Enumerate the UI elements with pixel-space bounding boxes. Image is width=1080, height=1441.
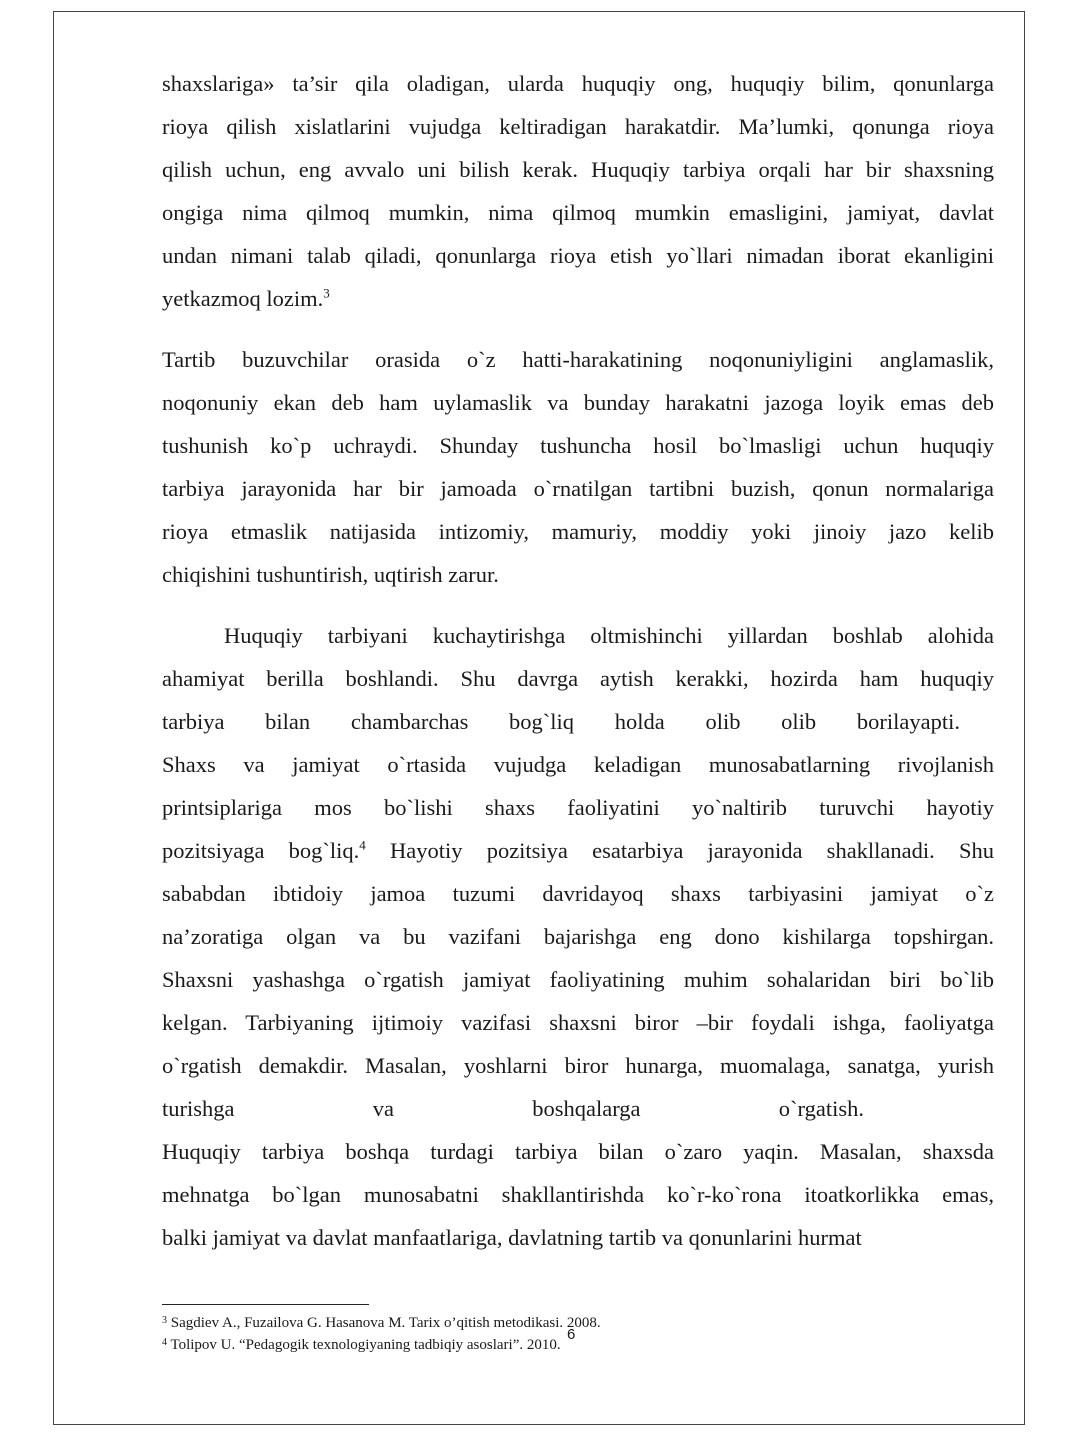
paragraph-line: turishga va boshqalarga o`rgatish. bbox=[162, 1096, 864, 1121]
paragraph-line: qilish uchun, eng avvalo uni bilish kerak. Huquqiy tarbiya orqali har bir shaxsning bbox=[162, 157, 994, 182]
paragraph-line: rioya qilish xislatlarini vujudga keltiradigan harakatdir. Ma’lumki, qonunga rioya bbox=[162, 114, 994, 139]
paragraph-3 bbox=[162, 614, 994, 1259]
footnote-number: 4 bbox=[162, 1337, 167, 1348]
paragraph-line: Tartib buzuvchilar orasida o`z hatti-harakatining noqonuniyligini anglamaslik, bbox=[162, 347, 994, 372]
paragraph-line: tushunish ko`p uchraydi. Shunday tushuncha hosil bo`lmasligi uchun huquqiy bbox=[162, 433, 994, 458]
paragraph-line: Huquqiy tarbiyani kuchaytirishga oltmishinchi yillardan boshlab alohida bbox=[224, 623, 994, 648]
paragraph-line: tarbiya jarayonida har bir jamoada o`rnatilgan tartibni buzish, qonun normalariga bbox=[162, 476, 994, 501]
paragraph-line: undan nimani talab qiladi, qonunlarga rioya etish yo`llari nimadan iborat ekanligini bbox=[162, 243, 994, 268]
footnote-text: Sagdiev A., Fuzailova G. Hasanova M. Tarix o’qitish metodikasi. 2008. bbox=[170, 1315, 601, 1331]
paragraph-line: Shaxs va jamiyat o`rtasida vujudga keladigan munosabatlarning rivojlanish bbox=[162, 752, 994, 777]
paragraph-line: printsiplariga mos bo`lishi shaxs faoliyatini yo`naltirib turuvchi hayotiy bbox=[162, 795, 994, 820]
footnote-text: Tolipov U. “Pedagogik texnologiyaning tadbiqiy asoslari”. 2010. bbox=[170, 1337, 561, 1353]
page-number: 6 bbox=[567, 1326, 576, 1343]
footnote-divider bbox=[162, 1304, 369, 1305]
paragraph-2 bbox=[162, 338, 994, 596]
paragraph-line: kelgan. Tarbiyaning ijtimoiy vazifasi shaxsni biror –bir foydali ishga, faoliyatga bbox=[162, 1010, 994, 1035]
paragraph-line: ongiga nima qilmoq mumkin, nima qilmoq mumkin emasligini, jamiyat, davlat bbox=[162, 200, 994, 225]
paragraph-line: balki jamiyat va davlat manfaatlariga, davlatning tartib va qonunlarini hurmat bbox=[162, 1225, 862, 1250]
paragraph-line: chiqishini tushuntirish, uqtirish zarur. bbox=[162, 562, 499, 587]
paragraph-line: ahamiyat berilla boshlandi. Shu davrga aytish kerakki, hozirda ham huquqiy bbox=[162, 666, 994, 691]
paragraph-line: tarbiya bilan chambarchas bog`liq holda olib olib borilayapti. bbox=[162, 709, 960, 734]
paragraph-line: na’zoratiga olgan va bu vazifani bajarishga eng dono kishilarga topshirgan. bbox=[162, 924, 994, 949]
paragraph-line: sababdan ibtidoiy jamoa tuzumi davridayoq shaxs tarbiyasini jamiyat o`z bbox=[162, 881, 994, 906]
paragraph-line: Huquqiy tarbiya boshqa turdagi tarbiya bilan o`zaro yaqin. Masalan, shaxsda bbox=[162, 1139, 994, 1164]
footnote-ref-4: 4 bbox=[359, 837, 366, 853]
paragraph-1 bbox=[162, 62, 994, 320]
footnote-4 bbox=[162, 1335, 561, 1355]
paragraph-line: rioya etmaslik natijasida intizomiy, mamuriy, moddiy yoki jinoiy jazo kelib bbox=[162, 519, 994, 544]
paragraph-line: pozitsiyaga bog`liq.$^4$ Hayotiy pozitsiya esatarbiya jarayonida shakllanadi. Shu bbox=[162, 837, 994, 863]
paragraph-line: Shaxsni yashashga o`rgatish jamiyat faoliyatining muhim sohalaridan biri bo`lib bbox=[162, 967, 994, 992]
footnote-ref-3: 3 bbox=[323, 285, 330, 301]
paragraph-line: mehnatga bo`lgan munosabatni shakllantirishda ko`r-ko`rona itoatkorlikka emas, bbox=[162, 1182, 994, 1207]
paragraph-line: yetkazmoq lozim.$^3$ bbox=[162, 285, 330, 311]
footnote-3 bbox=[162, 1313, 601, 1333]
paragraph-line: shaxslariga» ta’sir qila oladigan, ularda huquqiy ong, huquqiy bilim, qonunlarga bbox=[162, 71, 994, 96]
footnote-number: 3 bbox=[162, 1315, 167, 1326]
paragraph-line: noqonuniy ekan deb ham uylamaslik va bunday harakatni jazoga loyik emas deb bbox=[162, 390, 994, 415]
paragraph-line: o`rgatish demakdir. Masalan, yoshlarni biror hunarga, muomalaga, sanatga, yurish bbox=[162, 1053, 994, 1078]
